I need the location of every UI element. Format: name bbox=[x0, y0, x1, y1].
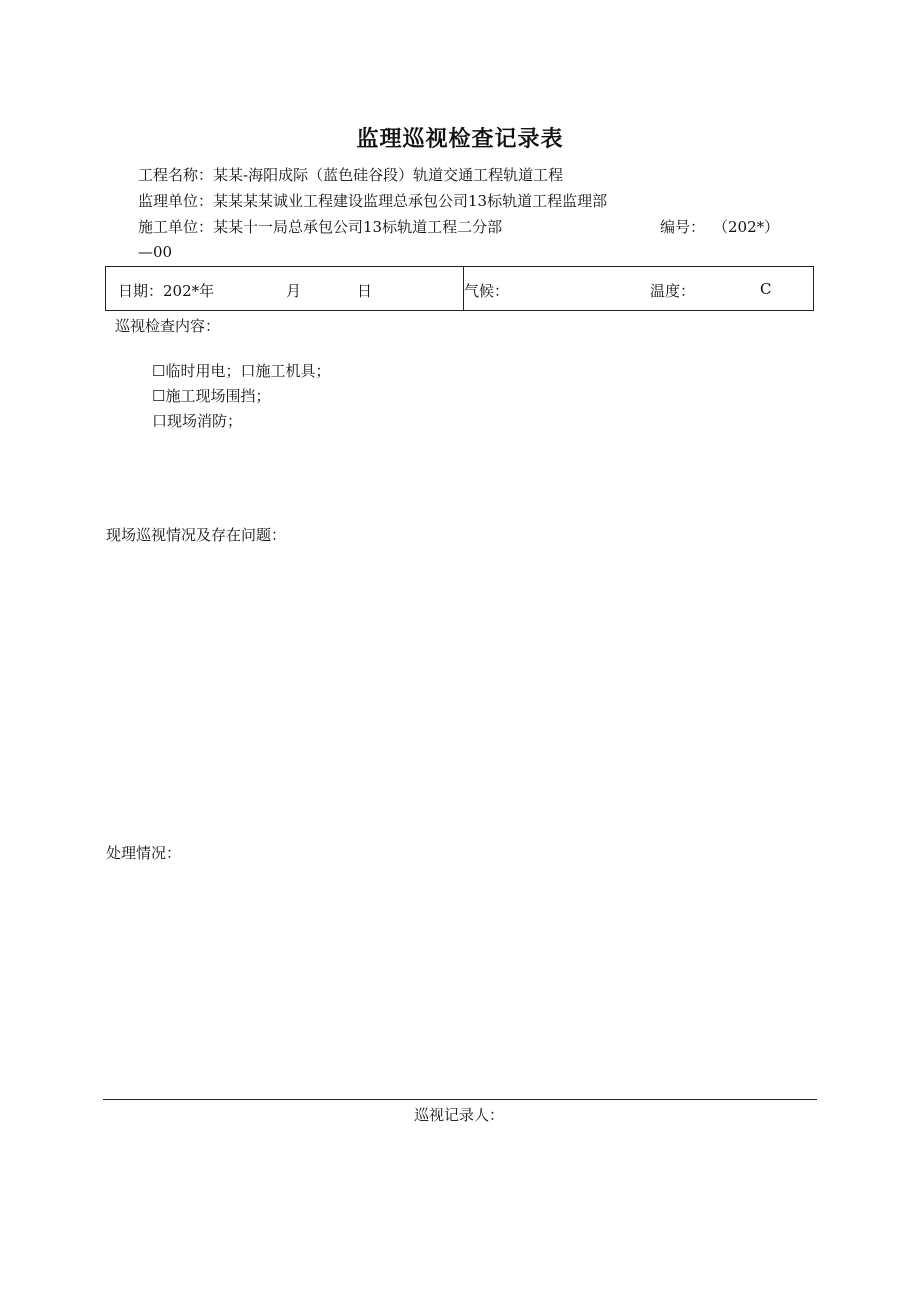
page-title: 监理巡视检查记录表 bbox=[356, 127, 564, 152]
handling-heading: 处理情况： bbox=[106, 844, 182, 862]
contractor-label: 施工单位： bbox=[138, 218, 214, 236]
supervisor-value: 某某某某诚业工程建设监理总承包公司13标轨道工程监理部 bbox=[213, 192, 608, 210]
code-value: （202*） bbox=[713, 218, 780, 236]
temperature-unit: C bbox=[760, 280, 772, 298]
contractor-row bbox=[138, 216, 502, 237]
contractor-value: 某某十一局总承包公司13标轨道工程二分部 bbox=[213, 218, 503, 236]
temperature-label: 温度： bbox=[650, 282, 696, 300]
project-name-row bbox=[138, 164, 563, 185]
inspection-items-line-1: ☐临时用电；口施工机具； bbox=[152, 362, 331, 380]
date-label: 日期：202*年 bbox=[118, 282, 215, 300]
supervisor-row bbox=[138, 190, 607, 211]
code-suffix: —00 bbox=[138, 243, 173, 261]
weather-label: 气候： bbox=[464, 282, 510, 300]
month-label: 月 bbox=[286, 282, 302, 300]
day-label: 日 bbox=[357, 282, 373, 300]
project-name-label: 工程名称： bbox=[138, 166, 214, 184]
footer-divider bbox=[103, 1099, 817, 1100]
supervisor-label: 监理单位： bbox=[138, 192, 214, 210]
inspection-items-line-2: ☐施工现场围挡； bbox=[152, 387, 271, 405]
issues-heading: 现场巡视情况及存在问题： bbox=[106, 526, 287, 544]
project-name-value: 某某-海阳成际（蓝色硅谷段）轨道交通工程轨道工程 bbox=[213, 166, 564, 184]
code-label: 编号： bbox=[660, 218, 706, 236]
recorder-label: 巡视记录人： bbox=[414, 1106, 505, 1124]
code-row bbox=[660, 216, 779, 237]
inspection-heading: 巡视检查内容： bbox=[115, 317, 221, 335]
inspection-items-line-3: 口现场消防； bbox=[152, 412, 243, 430]
date-weather-table bbox=[105, 266, 814, 311]
